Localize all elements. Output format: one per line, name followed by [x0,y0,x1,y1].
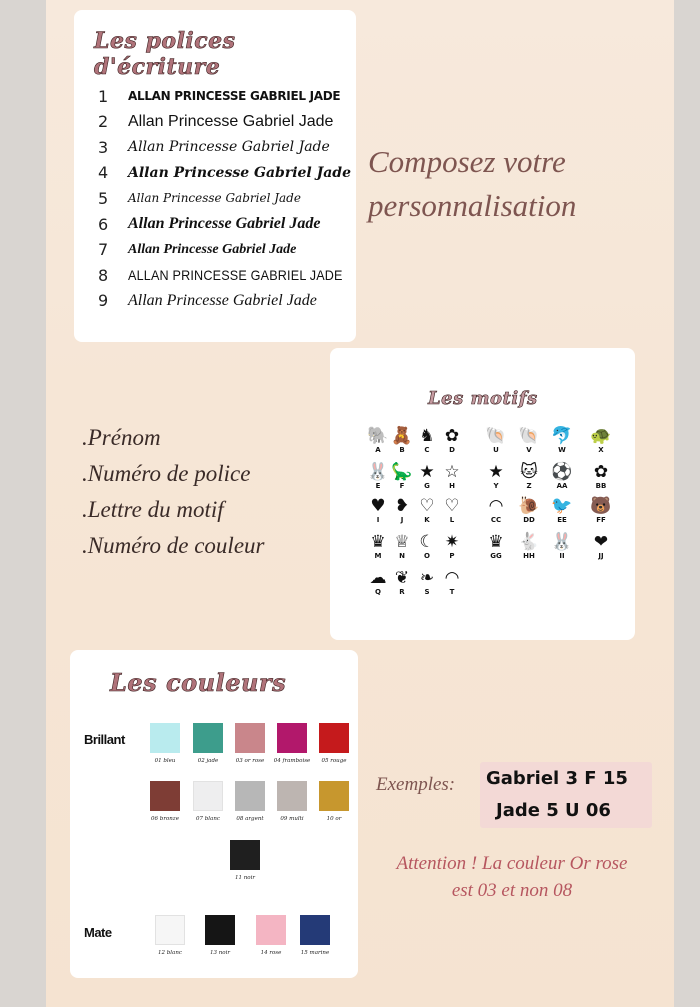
color-label: 06 bronze [151,816,179,822]
font-number: 6 [98,214,109,234]
motif-letter: JJ [598,552,604,560]
star-icon: ★ [419,462,435,482]
dolphin-icon: 🐬 [551,426,573,446]
color-swatch [188,781,228,822]
color-chip [235,723,265,753]
heart-flower-icon: ❤ [593,532,609,552]
flower-icon: ✿ [444,426,460,446]
crown-small-icon: ♛ [488,532,504,552]
font-row [98,110,333,134]
motif-i [366,496,390,524]
color-label: 08 argent [236,816,264,822]
motif-l [440,496,464,524]
fonts-card [74,10,356,342]
motifs-card [330,348,635,640]
font-number: 9 [98,291,109,311]
motif-j [390,496,414,524]
color-swatch [272,723,312,764]
motif-o [415,532,439,560]
rabbit-icon: 🐇 [518,532,540,552]
font-sample: Allan Princesse Gabriel Jade [128,112,334,130]
motif-t [440,568,464,596]
font-row [98,212,320,236]
color-swatch [200,915,240,956]
color-chip [230,840,260,870]
color-chip [277,723,307,753]
motif-letter: G [424,482,430,490]
motif-letter: Y [493,482,499,490]
motif-n [390,532,414,560]
color-chip [150,723,180,753]
motif-letter: V [526,446,532,454]
motif-ff [589,496,613,524]
field-font-number: .Numéro de police [82,461,251,486]
motif-dd [517,496,541,524]
font-sample: Allan Princesse Gabriel Jade [128,215,321,232]
motif-letter: A [375,446,381,454]
motif-letter: C [424,446,430,454]
font-sample: ALLAN PRINCESSE GABRIEL JADE [128,267,343,284]
required-fields-list [82,420,264,564]
motif-letter: GG [490,552,502,560]
snail-icon: 🐌 [518,496,540,516]
bird-icon: 🐦 [551,496,573,516]
dinosaur-icon: 🦕 [391,462,413,482]
unicorn-icon: ♞ [419,426,435,446]
color-label: 14 rose [260,950,282,956]
font-sample: Allan Princesse Gabriel Jade [128,139,330,156]
color-label: 11 noir [235,875,255,881]
color-swatch [272,781,312,822]
motif-jj [589,532,613,560]
motif-letter: H [449,482,455,490]
motif-letter: CC [490,516,502,524]
mate-label: Mate [84,925,112,940]
color-label: 13 noir [210,950,230,956]
color-label: 05 rouge [321,758,347,764]
color-label: 09 multi [280,816,304,822]
examples-label: Exemples: [376,774,456,795]
color-label: 15 marine [300,950,330,956]
color-swatch [230,723,270,764]
color-chip [235,781,265,811]
color-swatch [230,781,270,822]
flower-solid-icon: ✿ [593,462,609,482]
font-number: 2 [98,112,109,132]
teddy-bear-icon: 🧸 [391,426,413,446]
motif-letter: DD [523,516,535,524]
rainbow-outline-icon: ◠ [488,496,504,516]
motif-letter: AA [556,482,568,490]
font-sample: Allan Princesse Gabriel Jade [128,291,317,309]
motif-ee [550,496,574,524]
rainbow-icon: ◠ [444,568,460,588]
motif-letter: U [493,446,499,454]
motif-letter: J [400,516,404,524]
heart-line-icon: ♡ [444,496,460,516]
color-chip [319,723,349,753]
color-chip [205,915,235,945]
color-swatch [314,781,354,822]
star-outline-icon: ☆ [444,462,460,482]
color-chip [193,723,223,753]
font-row [98,238,296,262]
motif-letter: S [424,588,430,596]
colors-title: Les couleurs [110,668,287,697]
motif-letter: K [424,516,430,524]
bunny-sitting-icon: 🐰 [551,532,573,552]
color-chip [300,915,330,945]
example-2: Jade 5 U 06 [496,800,611,821]
motif-letter: FF [596,516,606,524]
font-number: 3 [98,137,109,157]
heart-outline-icon: ♡ [419,496,435,516]
motif-c [415,426,439,454]
motif-r [390,568,414,596]
moon-star-icon: ☾ [419,532,435,552]
color-swatch [251,915,291,956]
field-motif-letter: .Lettre du motif [82,497,224,522]
motif-letter: BB [595,482,607,490]
motif-u [484,426,508,454]
color-label: 10 or [326,816,342,822]
motif-e [366,462,390,490]
motifs-title: Les motifs [428,388,538,409]
shell-icon: 🐚 [485,426,507,446]
color-swatch [145,781,185,822]
crown-icon: ♛ [370,532,386,552]
motif-g [415,462,439,490]
motif-letter: P [449,552,455,560]
font-row [98,135,330,159]
attention-note [362,850,662,904]
font-sample: Allan Princesse Gabriel Jade [128,164,352,181]
color-label: 07 blanc [196,816,220,822]
shell-outline-icon: 🐚 [518,426,540,446]
compose-heading-line2: personnalisation [368,188,577,223]
motif-bb [589,462,613,490]
motif-letter: F [399,482,405,490]
color-swatch [225,840,265,881]
brillant-label: Brillant [84,732,125,747]
font-row [98,186,301,210]
color-chip [150,781,180,811]
color-chip [277,781,307,811]
elephant-icon: 🐘 [367,426,389,446]
color-label: 12 blanc [158,950,182,956]
field-prenom: .Prénom [82,425,161,450]
motif-letter: T [449,588,455,596]
motif-letter: HH [523,552,535,560]
cloud-icon: ☁ [369,568,387,588]
motif-letter: D [449,446,455,454]
motif-letter: B [399,446,405,454]
heart-icon: ♥ [370,496,386,516]
font-sample: Allan Princesse Gabriel Jade [128,241,297,257]
feather-icon: ❧ [419,568,435,588]
motif-letter: L [449,516,455,524]
color-chip [319,781,349,811]
motif-s [415,568,439,596]
font-number: 8 [98,265,109,285]
color-label: 01 bleu [154,758,176,764]
font-row [98,289,317,313]
motif-cc [484,496,508,524]
compose-heading [368,140,576,228]
motif-letter: E [375,482,381,490]
motif-letter: M [374,552,382,560]
examples-box [480,762,652,828]
compose-heading-line1: Composez votre [368,144,566,179]
motif-gg [484,532,508,560]
turtle-icon: 🐢 [590,426,612,446]
motif-letter: X [598,446,604,454]
colors-card [70,650,358,978]
example-1: Gabriel 3 F 15 [486,768,628,789]
motif-v [517,426,541,454]
heart-drop-icon: ❥ [394,496,410,516]
motif-p [440,532,464,560]
motif-hh [517,532,541,560]
motif-d [440,426,464,454]
font-sample: ALLAN PRINCESSE GABRIEL JADE [128,89,341,103]
motif-letter: Q [375,588,381,596]
color-label: 02 jade [197,758,219,764]
crown-outline-icon: ♕ [394,532,410,552]
font-sample: Allan Princesse Gabriel Jade [128,191,301,206]
bunny-icon: 🐰 [367,462,389,482]
motif-letter: Z [526,482,532,490]
motif-q [366,568,390,596]
color-chip [256,915,286,945]
motif-a [366,426,390,454]
motif-letter: O [424,552,430,560]
motif-letter: N [399,552,405,560]
motif-letter: I [376,516,380,524]
note-line2: est 03 et non 08 [451,880,573,901]
color-chip [155,915,185,945]
motif-letter: II [559,552,565,560]
motif-h [440,462,464,490]
color-swatch [188,723,228,764]
motif-b [390,426,414,454]
font-number: 7 [98,240,109,260]
font-row [98,84,340,108]
color-chip [193,781,223,811]
motif-y [484,462,508,490]
motif-aa [550,462,574,490]
leaf-icon: ❦ [394,568,410,588]
field-color-number: .Numéro de couleur [82,533,265,558]
motif-letter: EE [557,516,567,524]
star-solid-icon: ★ [488,462,504,482]
motif-ii [550,532,574,560]
color-label: 04 framboise [273,758,311,764]
motif-letter: R [399,588,405,596]
motif-letter: W [558,446,566,454]
motif-z [517,462,541,490]
font-number: 1 [98,86,109,106]
fonts-title: Les polices d'écriture [94,28,236,80]
color-swatch [145,723,185,764]
font-row [98,263,367,287]
motif-m [366,532,390,560]
color-swatch [295,915,335,956]
sun-icon: ✷ [444,532,460,552]
motif-x [589,426,613,454]
cat-icon: 🐱 [520,462,538,482]
color-label: 03 or rose [235,758,265,764]
color-swatch [150,915,190,956]
bear-icon: 🐻 [590,496,612,516]
note-line1: Attention ! La couleur Or rose [396,853,628,874]
font-row [98,161,351,185]
motif-w [550,426,574,454]
color-swatch [314,723,354,764]
ball-icon: ⚽ [551,462,573,482]
motif-k [415,496,439,524]
font-number: 4 [98,163,109,183]
motif-f [390,462,414,490]
font-number: 5 [98,188,109,208]
